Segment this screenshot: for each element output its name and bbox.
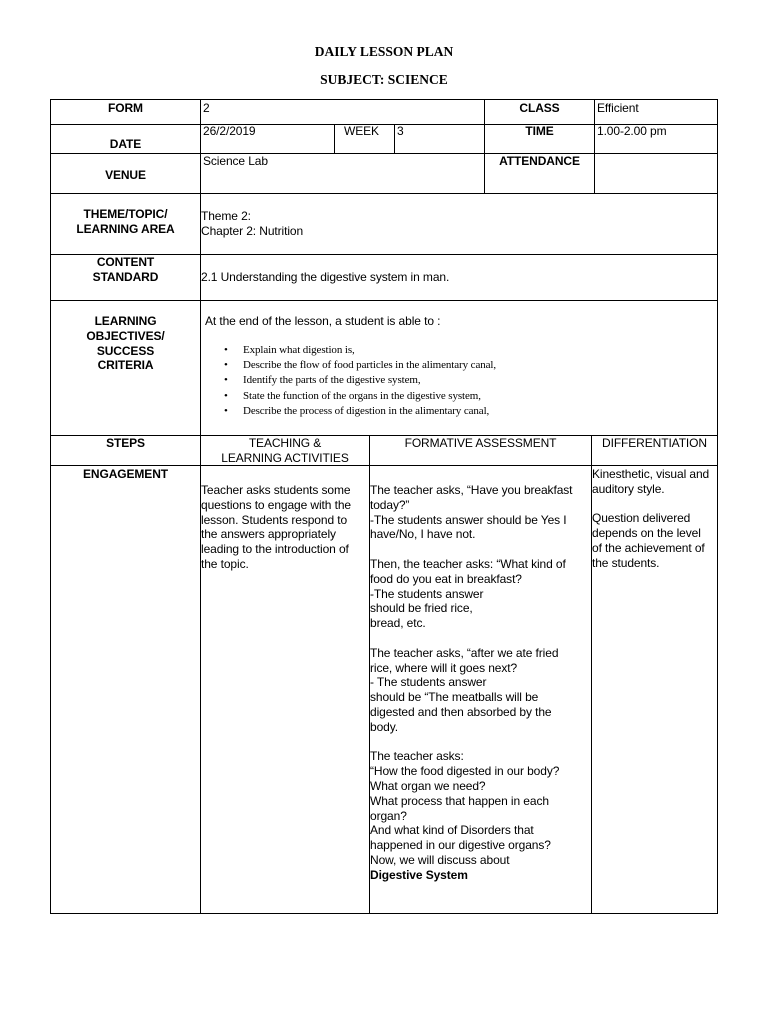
date-value: 26/2/2019 [203,124,256,138]
formative-paragraph: The teacher asks, “after we ate fried rice, where will it goes next? - The students answer should be “The meatballs will be digested and then absorbed by the body. [370,645,559,734]
engagement-step: ENGAGEMENT [82,467,168,481]
document-subject: SUBJECT: SCIENCE [320,72,448,87]
week-label: WEEK [344,124,379,138]
document-title: DAILY LESSON PLAN [314,44,454,59]
objective-item: • Explain what digestion is, [201,343,591,358]
venue-label: VENUE [105,168,146,182]
digestive-system-topic: Digestive System [370,867,468,882]
class-label: CLASS [519,101,560,115]
objective-item: • State the function of the organs in the digestive system, [201,389,591,404]
class-value: Efficient [597,101,639,115]
objective-item: • Describe the flow of food particles in the alimentary canal, [201,358,591,373]
form-label: FORM [108,101,143,115]
engagement-differentiation [592,467,717,571]
content-standard-value: 2.1 Understanding the digestive system in man. [201,270,450,284]
differentiation-paragraph: Question delivered depends on the level of the achievement of the students. [592,511,705,570]
theme-line-1: Theme 2: [201,209,251,223]
engagement-formative [370,483,591,883]
time-value: 1.00-2.00 pm [597,124,667,138]
formative-header: FORMATIVE ASSESSMENT [404,436,557,450]
differentiation-paragraph: Kinesthetic, visual and auditory style. [592,467,710,496]
formative-paragraph: The teacher asks, “Have you breakfast today?” -The students answer should be Yes I have/No, I have not. [370,483,573,542]
steps-header: STEPS [106,436,145,450]
objectives-label: LEARNING OBJECTIVES/ SUCCESS CRITERIA [86,314,165,373]
formative-paragraph: Then, the teacher asks: “What kind of food do you eat in breakfast? -The students answer should be fried rice, bread, etc. [370,556,566,631]
objectives-intro: At the end of the lesson, a student is able to : [205,314,441,328]
time-label: TIME [525,124,554,138]
objective-item: • Identify the parts of the digestive system, [201,373,591,388]
venue-value: Science Lab [203,154,268,168]
week-value: 3 [397,124,404,138]
form-value: 2 [203,101,210,115]
content-standard-label: CONTENT STANDARD [92,255,159,284]
objectives-list [201,343,591,419]
theme-label: THEME/TOPIC/ LEARNING AREA [76,207,175,236]
objective-item: • Describe the process of digestion in the alimentary canal, [201,404,591,419]
date-label: DATE [109,137,142,151]
differentiation-header: DIFFERENTIATION [602,436,707,450]
theme-line-2: Chapter 2: Nutrition [201,224,304,238]
teaching-header: TEACHING & LEARNING ACTIVITIES [221,436,349,465]
formative-paragraph: The teacher asks: “How the food digested in our body? What organ we need? What process that happen in each organ? And what kind of Disorders that happened in our digestive organs? Now, we will discuss about [370,749,560,867]
engagement-teaching: Teacher asks students some questions to engage with the lesson. Students respond to the answers appropriately leading to the introduction of the topic. [201,483,351,571]
attendance-label: ATTENDANCE [499,154,580,168]
